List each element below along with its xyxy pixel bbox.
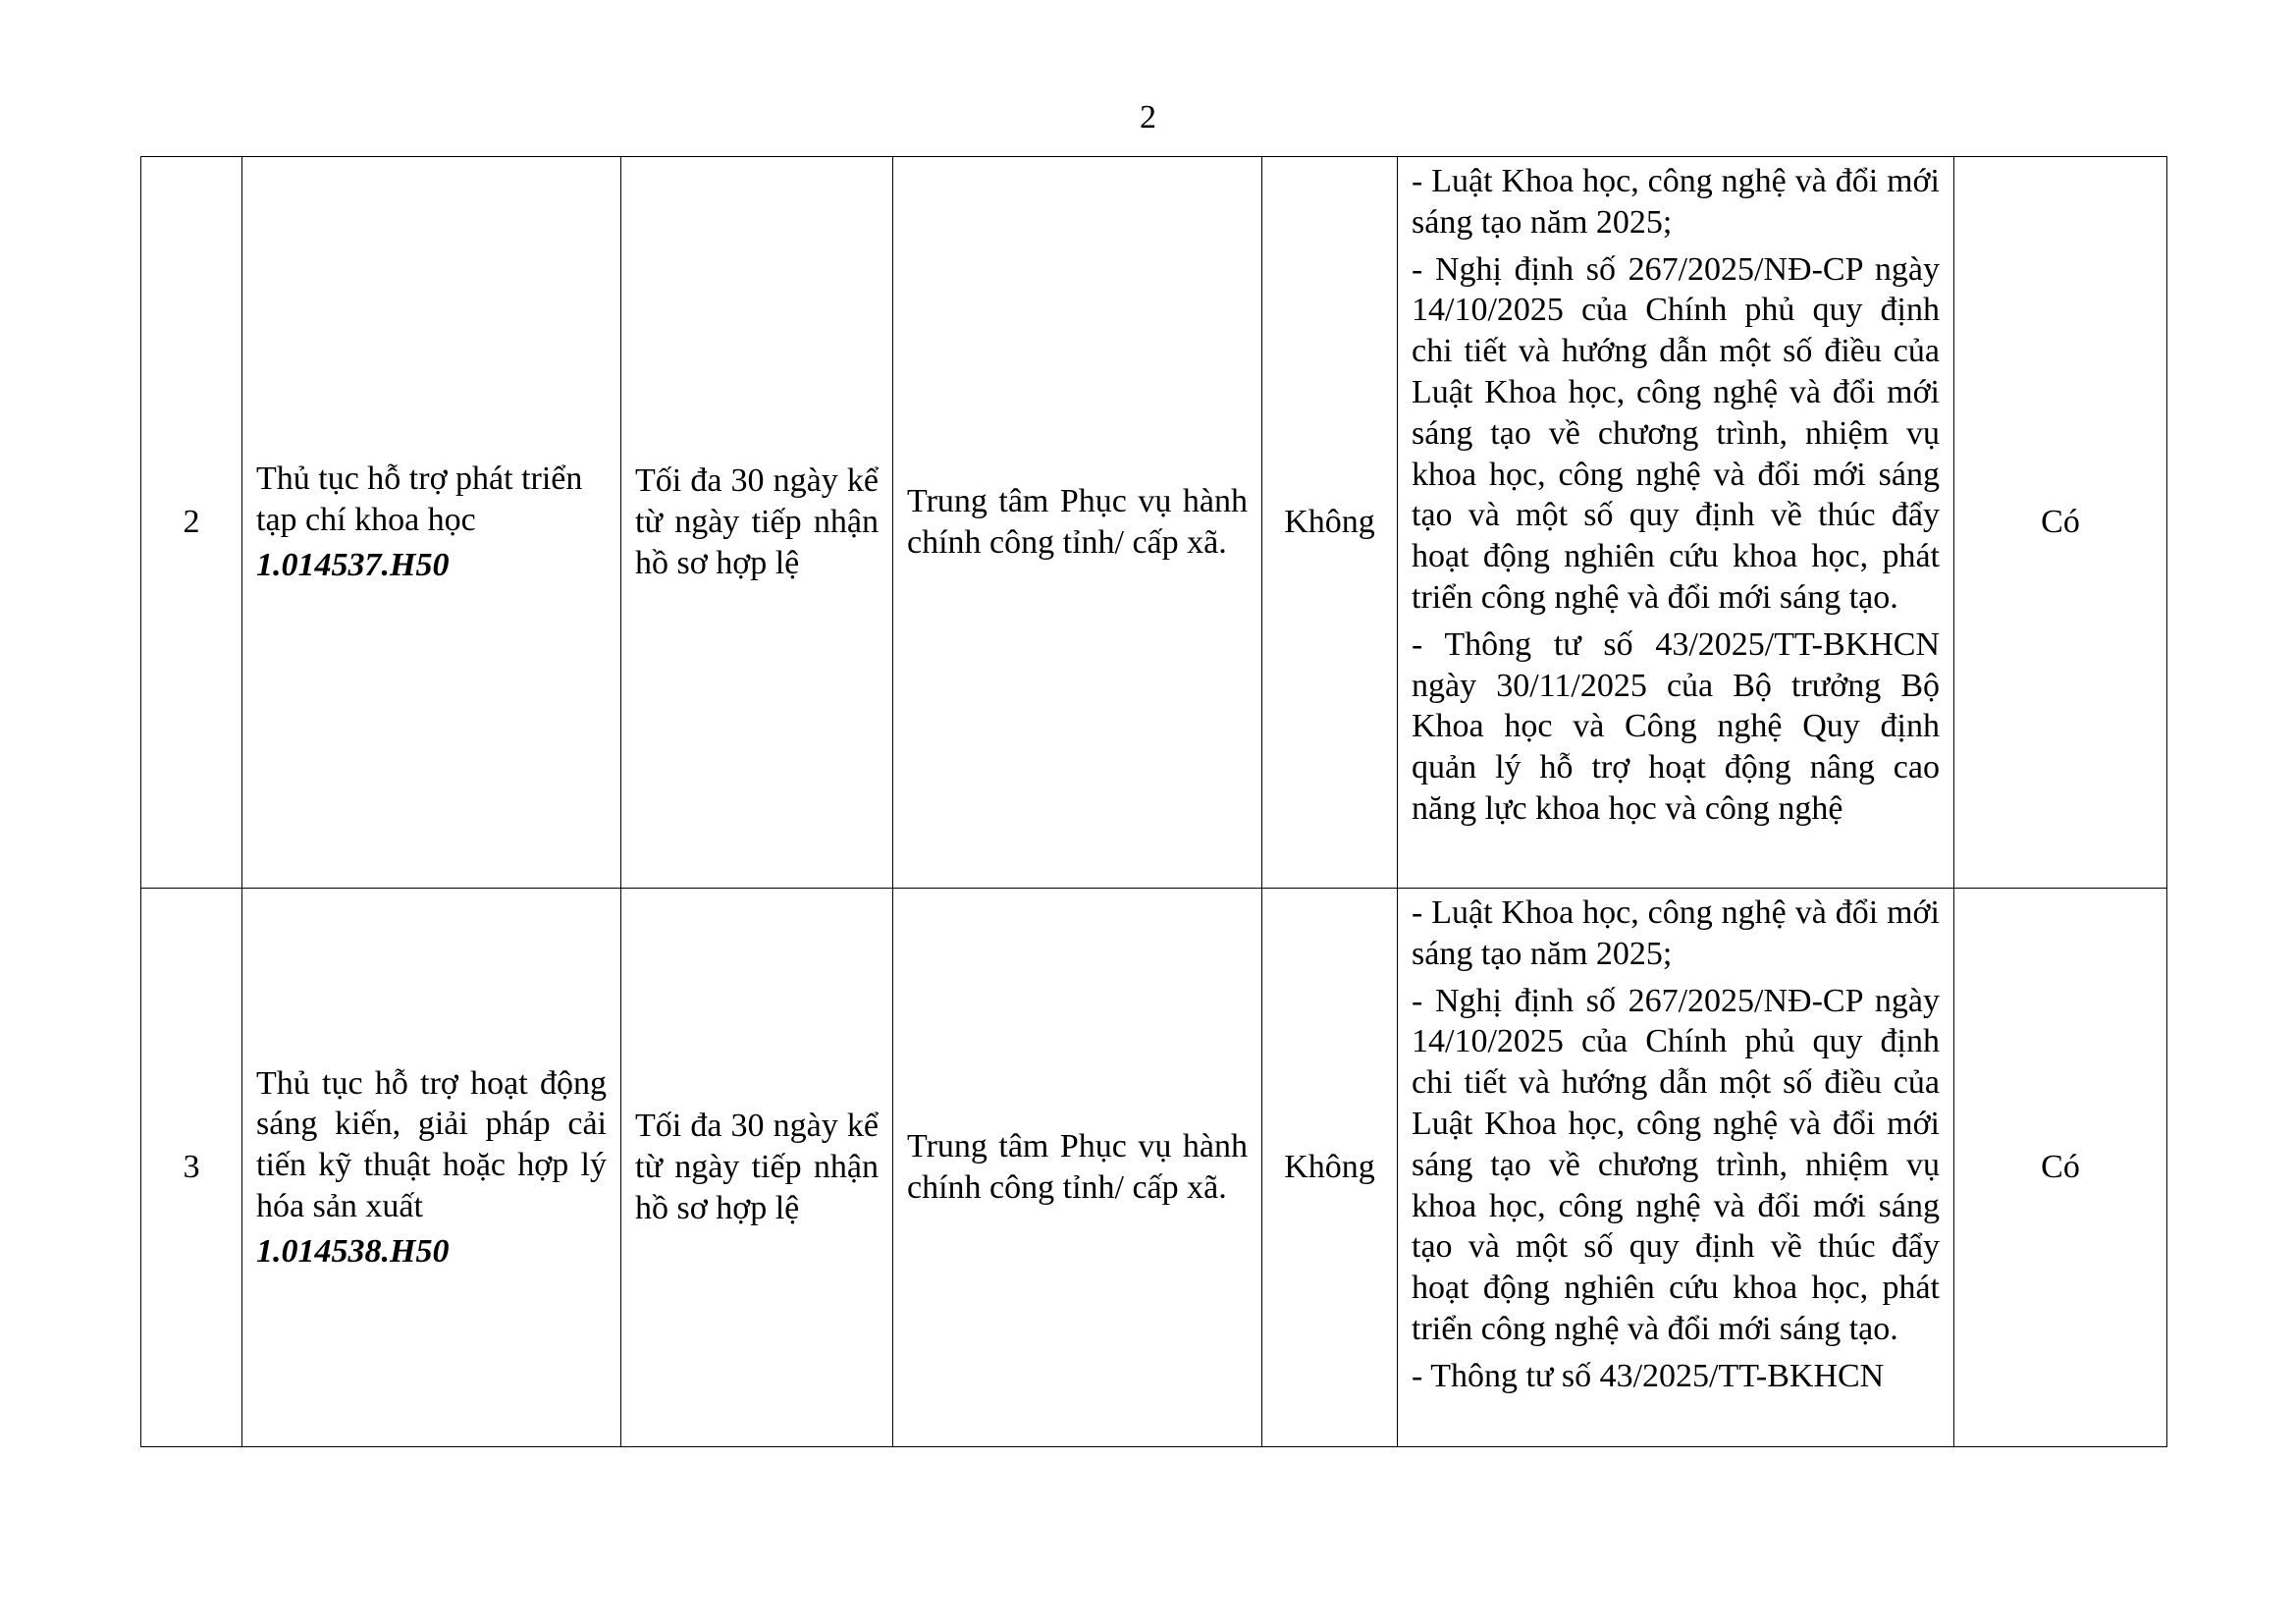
submission-place: Trung tâm Phục vụ hành chính công tỉnh/ cấp xã.: [893, 889, 1262, 1447]
procedure-name-line: Thủ tục hỗ trợ phát triển: [256, 460, 583, 498]
table-row: [141, 889, 2167, 1447]
legal-basis-cell: [1398, 889, 1954, 1447]
online-submission: Có: [1954, 157, 2167, 889]
submission-place: Trung tâm Phục vụ hành chính công tỉnh/ cấp xã.: [893, 157, 1262, 889]
legal-basis-item: - Nghị định số 267/2025/NĐ-CP ngày 14/10/2025 của Chính phủ quy định chi tiết và hướng dẫn một số điều của Luật Khoa học, công nghệ và đổi mới sáng tạo về chương trình, nhiệm vụ khoa học, công nghệ và đổi mới sáng tạo và một số quy định về thúc đẩy hoạt động nghiên cứu khoa học, phát triển công nghệ và đổi mới sáng tạo.: [1412, 250, 1940, 616]
procedure-name-line: tạp chí khoa học: [256, 502, 476, 539]
procedure-name-cell: [242, 889, 621, 1447]
row-number: 2: [141, 157, 242, 889]
row-number: 3: [141, 889, 242, 1447]
procedure-name-line: Thủ tục hỗ trợ hoạt động sáng kiến, giải pháp cải tiến kỹ thuật hoặc hợp lý hóa sản xuất: [256, 1064, 607, 1224]
legal-basis-item: - Luật Khoa học, công nghệ và đổi mới sáng tạo năm 2025;: [1412, 894, 1940, 972]
procedures-table: [140, 156, 2167, 1447]
legal-basis-item: - Thông tư số 43/2025/TT-BKHCN ngày 30/11/2025 của Bộ trưởng Bộ Khoa học và Công nghệ Quy định quản lý hỗ trợ hoạt động nâng cao năng lực khoa học và công nghệ: [1412, 625, 1940, 827]
procedure-code: 1.014537.H50: [256, 546, 450, 583]
table-row: [141, 157, 2167, 889]
legal-basis-cell: [1398, 157, 1954, 889]
legal-basis-item: - Thông tư số 43/2025/TT-BKHCN: [1412, 1357, 1885, 1394]
legal-basis-item: - Luật Khoa học, công nghệ và đổi mới sáng tạo năm 2025;: [1412, 163, 1940, 241]
legal-basis-item: - Nghị định số 267/2025/NĐ-CP ngày 14/10/2025 của Chính phủ quy định chi tiết và hướng dẫn một số điều của Luật Khoa học, công nghệ và đổi mới sáng tạo về chương trình, nhiệm vụ khoa học, công nghệ và đổi mới sáng tạo và một số quy định về thúc đẩy hoạt động nghiên cứu khoa học, phát triển công nghệ và đổi mới sáng tạo.: [1412, 982, 1940, 1347]
procedure-name-cell: [242, 157, 621, 889]
page-number: 2: [1140, 99, 1156, 135]
procedure-code: 1.014538.H50: [256, 1232, 450, 1270]
time-limit: Tối đa 30 ngày kể từ ngày tiếp nhận hồ sơ hợp lệ: [621, 157, 893, 889]
fee: Không: [1262, 889, 1398, 1447]
time-limit: Tối đa 30 ngày kể từ ngày tiếp nhận hồ sơ hợp lệ: [621, 889, 893, 1447]
online-submission: Có: [1954, 889, 2167, 1447]
fee: Không: [1262, 157, 1398, 889]
